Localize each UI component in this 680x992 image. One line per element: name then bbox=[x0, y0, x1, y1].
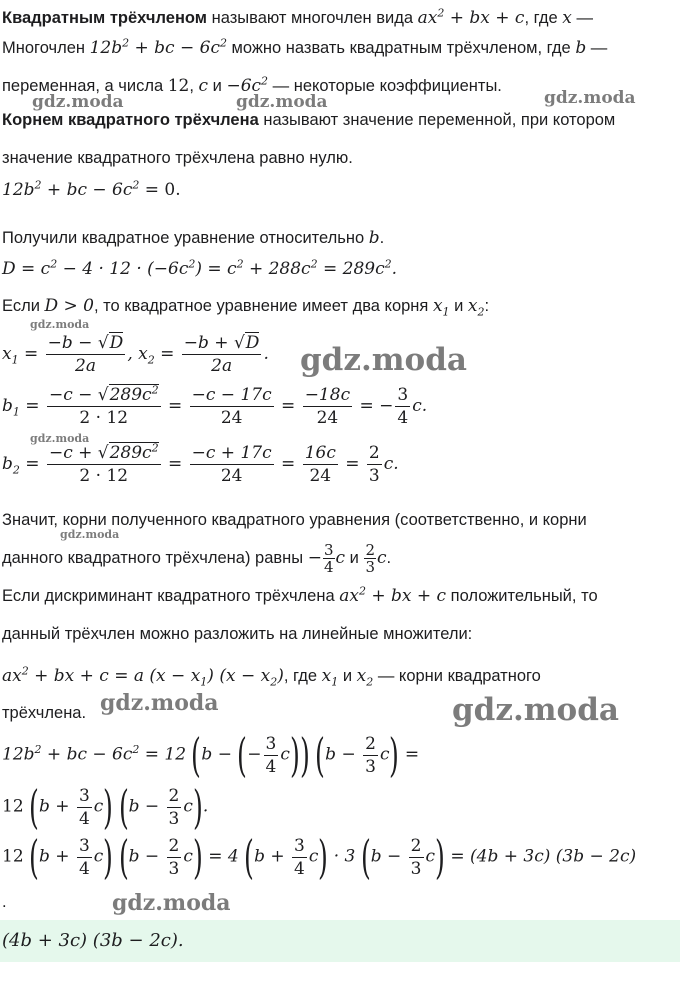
watermark: gdz.moda bbox=[60, 528, 120, 541]
roots-formula: $x_1$ = $\frac{-b - √D}{2a}$ , $x_2$ = $\frac{-b + √D}{2a}$ . bbox=[2, 333, 269, 376]
equation: $12b^2$ + bc − $6c^2 = 0$. bbox=[2, 178, 181, 200]
term-root: Корнем квадратного трёхчлена bbox=[2, 111, 259, 129]
text-line: Получили квадратное уравнение относительно b. bbox=[2, 228, 385, 248]
definition-trinomial: Квадратным трёхчленом называют многочлен вида $ax^2$ + bx + c, где x — bbox=[2, 6, 593, 28]
text-line: данный трёхчлен можно разложить на линейные множители: bbox=[2, 625, 473, 643]
formula-general: $ax^2$ + bx + c bbox=[417, 6, 525, 28]
term-trinomial: Квадратным трёхчленом bbox=[2, 9, 207, 27]
watermark: gdz.moda bbox=[236, 92, 328, 112]
text-line: трёхчлена. bbox=[2, 704, 87, 722]
factorization-step-1: $12b^2$ + bc − $6c^2 = 12$ (b − (− $\frac{3}{4}$ c)) (b − $\frac{2}{3}$ c) = bbox=[2, 728, 420, 782]
factorization-step-2: 12 (b + $\frac{3}{4}$ c) (b − $\frac{2}{3}$ c). bbox=[2, 780, 209, 834]
definition-root: Корнем квадратного трёхчлена называют значение переменной, при котором bbox=[2, 111, 616, 129]
factorization-step-3: 12 (b + $\frac{3}{4}$ c) (b − $\frac{2}{3}$ c) = 4 (b + $\frac{3}{4}$ c) · 3 (b − $\frac{2}{3}$ c) = (4b + 3c) (3b − 2c) bbox=[2, 830, 637, 884]
text-line: Многочлен $12b^2$ + bc − $6c^2$ можно назвать квадратным трёхчленом, где b — bbox=[2, 36, 608, 58]
watermark: gdz.moda bbox=[544, 88, 636, 108]
text-line: Если дискриминант квадратного трёхчлена $ax^2$ + bx + c положительный, то bbox=[2, 584, 598, 606]
watermark: gdz.moda bbox=[300, 342, 467, 378]
trailing-dot: . bbox=[2, 893, 7, 911]
discriminant-equation: $D = c^2 - 4 \cdot 12 \cdot (-6c^2) = c^2 + 288c^2 = 289c^2$. bbox=[2, 257, 398, 279]
watermark: gdz.moda bbox=[100, 690, 219, 716]
root-b2: $b_2$ = $\frac{-c + √289c^2}{2 \cdot 12}$ = $\frac{-c + 17c}{24}$ = $\frac{16c}{24}$ = $\frac{2}{3}$ c. bbox=[2, 441, 399, 486]
watermark: gdz.moda bbox=[452, 692, 619, 728]
factorization-formula: $ax^2$ + bx + c = a $(x - x_1)$ $(x - x_2)$, где $x_1$ и $x_2$ — корни квадратного bbox=[2, 664, 541, 689]
watermark: gdz.moda bbox=[32, 92, 124, 112]
formula-polynomial: $12b^2$ + bc − $6c^2$ bbox=[89, 36, 227, 58]
text-line: значение квадратного трёхчлена равно нулю. bbox=[2, 149, 353, 167]
text-line: Значит, корни полученного квадратного уравнения (соответственно, и корни bbox=[2, 511, 587, 529]
text-line: переменная, а числа 12, c $и -6c^2$ — некоторые коэффициенты. bbox=[2, 74, 502, 96]
text-line: Если D > 0, то квадратное уравнение имеет два корня $x_1$ и $x_2$: bbox=[2, 296, 490, 319]
answer-text: (4b + 3c) (3b − 2c). bbox=[2, 930, 184, 951]
watermark: gdz.moda bbox=[30, 432, 90, 445]
watermark: gdz.moda bbox=[112, 890, 231, 916]
text-line: данного квадратного трёхчлена) равны − $\frac{3}{4}$ c и $\frac{2}{3}$ c. bbox=[2, 541, 392, 576]
watermark: gdz.moda bbox=[30, 318, 90, 331]
root-b1: $b_1$ = $\frac{-c - √289c^2}{2 \cdot 12}$ = $\frac{-c - 17c}{24}$ = $\frac{-18c}{24}$ = − $\frac{3}{4}$ c. bbox=[2, 383, 428, 428]
answer-box bbox=[0, 920, 680, 962]
